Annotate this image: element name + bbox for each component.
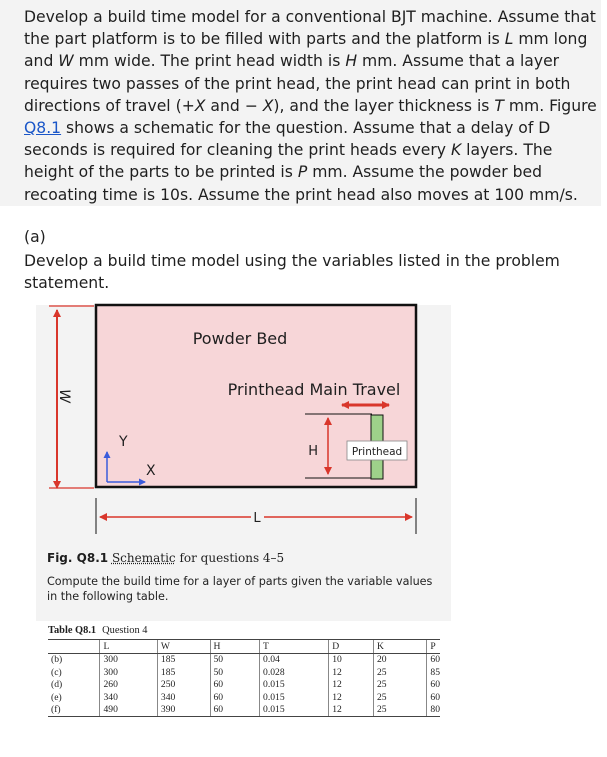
table-cell: 0.015: [260, 691, 329, 704]
w-label: W: [56, 389, 72, 403]
powder-bed-label: Powder Bed: [192, 329, 288, 348]
table-cell: 80: [427, 704, 440, 717]
table-cell: 300: [100, 666, 157, 679]
table-cell: 25: [373, 704, 426, 717]
figure-caption: Fig. Q8.1 Schematic for questions 4–5: [47, 551, 285, 565]
table-cell: 60: [210, 691, 260, 704]
x-axis-label: X: [146, 463, 156, 479]
table-cell: 20: [373, 653, 426, 666]
table-cell: 250: [157, 679, 210, 692]
table-cell: (d): [51, 679, 63, 691]
table-cell: 340: [157, 691, 210, 704]
table-cell: 0.015: [260, 679, 329, 692]
table-cell: 12: [329, 691, 374, 704]
table-cell: 12: [329, 704, 374, 717]
table-cell: 340: [100, 691, 157, 704]
table-cell: 12: [329, 666, 374, 679]
table-header: W: [157, 640, 210, 654]
table-cell: 60: [427, 653, 440, 666]
table-header: K: [373, 640, 426, 654]
table-cell: 300: [100, 653, 157, 666]
compute-instructions: Compute the build time for a layer of parts given the variable values in the following table.: [47, 575, 433, 603]
table-row: [48, 679, 440, 692]
table-header-row: [48, 640, 440, 654]
table-cell: 0.028: [260, 666, 329, 679]
table-header: [48, 640, 100, 654]
table-cell: 10: [329, 653, 374, 666]
table-cell: (e): [51, 691, 62, 703]
table-cell: 12: [329, 679, 374, 692]
table-caption: Table Q8.1 Question 4: [48, 625, 148, 636]
table-header: T: [260, 640, 329, 654]
table-row: [48, 666, 440, 679]
table-header: L: [100, 640, 157, 654]
figure-link[interactable]: Q8.1: [24, 119, 62, 138]
table-cell: 390: [157, 704, 210, 717]
table-cell: 50: [210, 666, 260, 679]
table-cell: 185: [157, 666, 210, 679]
table-cell: 85: [427, 666, 440, 679]
table-cell: (f): [48, 704, 100, 717]
variables-table: [48, 639, 440, 717]
table-cell: 490: [100, 704, 157, 717]
table-header: P: [427, 640, 440, 654]
table-cell: 60: [210, 679, 260, 692]
table-cell: 185: [157, 653, 210, 666]
part-a-label: (a): [24, 228, 46, 246]
table-cell: 25: [373, 691, 426, 704]
table-cell: 25: [373, 666, 426, 679]
table-cell: 25: [373, 679, 426, 692]
table-header: H: [210, 640, 260, 654]
printhead-label: Printhead: [351, 446, 403, 458]
table-header: D: [329, 640, 374, 654]
table-cell: (b): [51, 654, 63, 666]
table-cell: 60: [427, 691, 440, 704]
table-row: [48, 653, 440, 666]
table-cell: 60: [427, 679, 440, 692]
part-a-description: Develop a build time model using the variables listed in the problem statement.: [24, 252, 560, 292]
y-axis-label: Y: [119, 434, 128, 450]
table-cell: 60: [210, 704, 260, 717]
table-row: [48, 691, 440, 704]
table-cell: 0.015: [260, 704, 329, 717]
table-cell: (c): [51, 666, 62, 678]
main-travel-label: Printhead Main Travel: [227, 380, 401, 399]
table-cell: 260: [100, 679, 157, 692]
problem-statement: Develop a build time model for a conventional BJT machine. Assume that the part platform is to be filled with parts and the platform is L mm long and W mm wide. The print head width is H mm. Assume that a layer requires two passes of the print head, the print head can print in both directions of travel (+X and − X), and the layer thickness is T mm. Figure Q8.1 shows a schematic for the question. Assume that a delay of D seconds is required for cleaning the print heads every K layers. The height of the parts to be printed is P mm. Assume the powder bed recoating time is 10s. Assume the print head also moves at 100 mm/s.: [24, 8, 597, 204]
table-cell: 50: [210, 653, 260, 666]
h-label: H: [308, 444, 318, 459]
table-row: [48, 704, 440, 717]
l-label: L: [253, 511, 261, 526]
table-cell: 0.04: [260, 653, 329, 666]
